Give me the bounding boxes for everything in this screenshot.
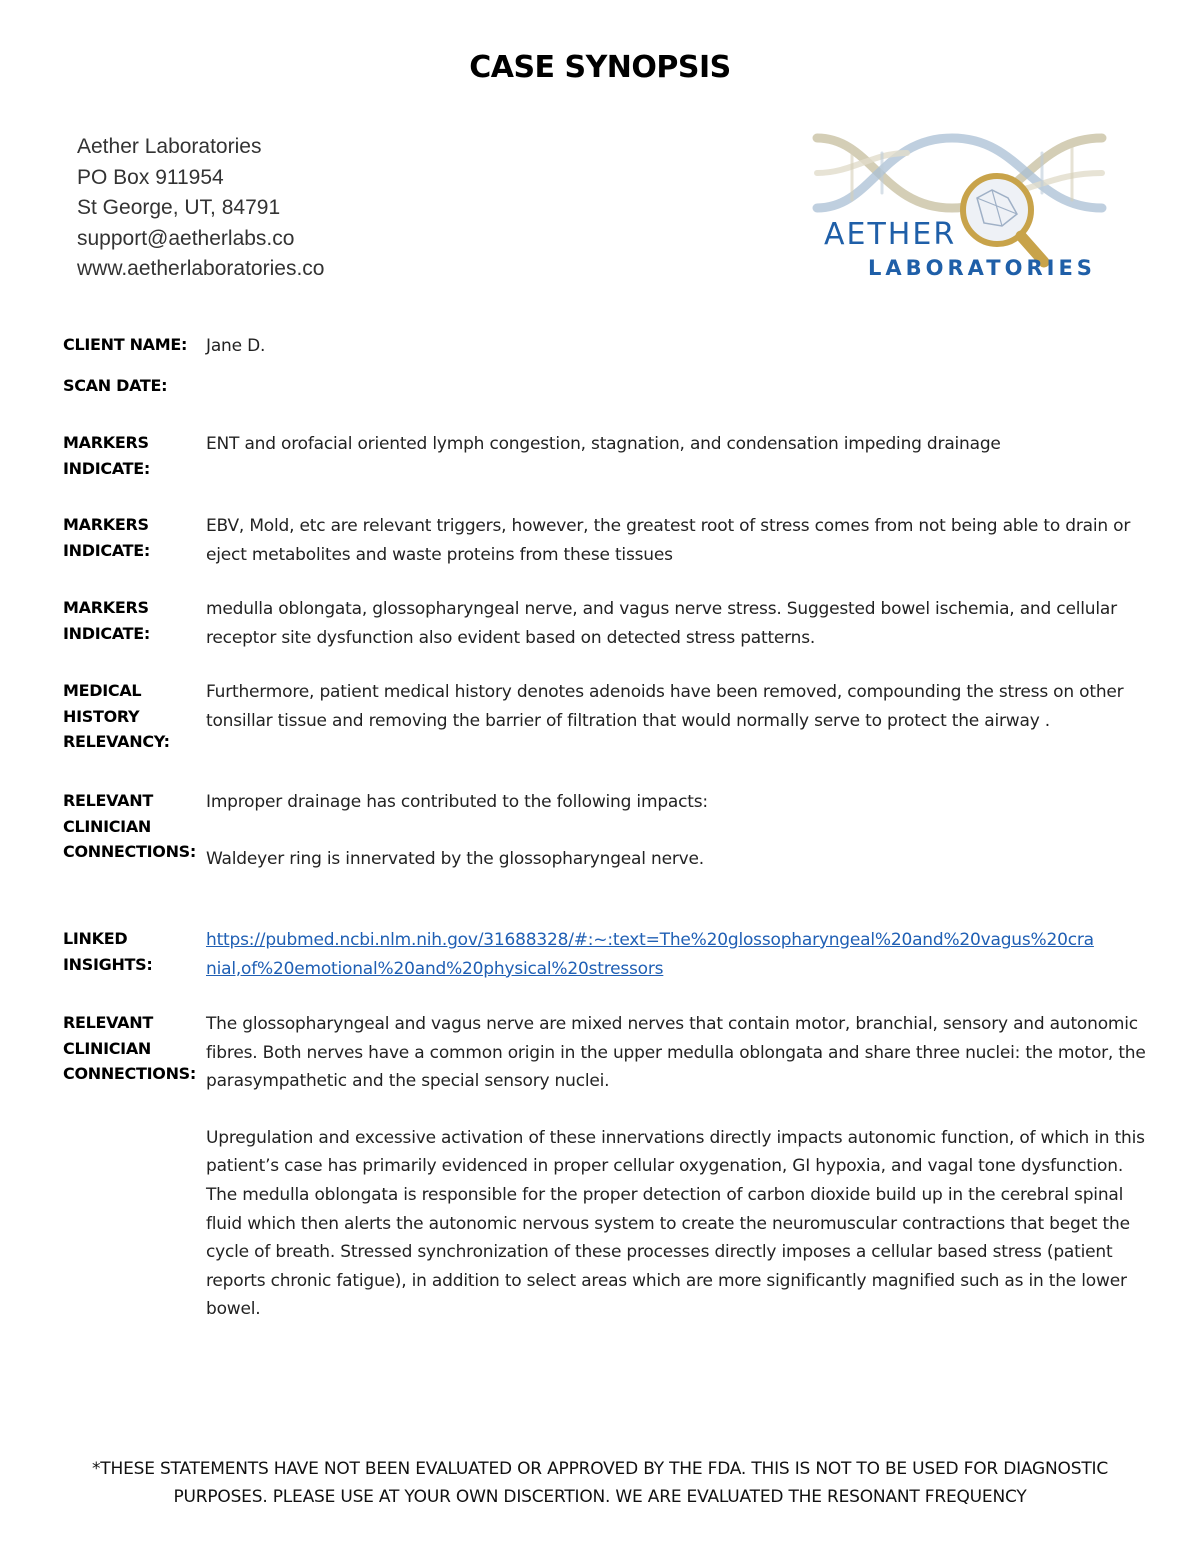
clinician-line-1: Improper drainage has contributed to the following impacts: <box>206 792 708 812</box>
medical-history-label: MEDICAL HISTORY RELEVANCY: <box>63 681 170 751</box>
dna-helix-icon <box>817 138 1102 208</box>
markers-value: EBV, Mold, etc are relevant triggers, however, the greatest root of stress comes from not being able to drain or eject metabolites and waste proteins from these tissues <box>206 516 1131 565</box>
client-name-label: CLIENT NAME: <box>63 335 188 354</box>
pubmed-link[interactable] <box>206 930 1094 979</box>
medical-history-value: Furthermore, patient medical history denotes adenoids have been removed, compounding the stress on other tonsillar tissue and removing the barrier of filtration that would normally serve to protect the airway . <box>206 682 1124 731</box>
company-address <box>77 132 324 285</box>
po-box: PO Box 911954 <box>77 165 224 189</box>
client-name-value: Jane D. <box>206 336 266 356</box>
markers-value: ENT and orofacial oriented lymph congestion, stagnation, and condensation impeding drainage <box>206 434 1001 454</box>
clinician-line-2: Waldeyer ring is innervated by the glossopharyngeal nerve. <box>206 848 704 869</box>
company-name: Aether Laboratories <box>77 135 262 158</box>
clinician-connections-value <box>206 788 1151 873</box>
clinician-connections-label: RELEVANT CLINICIAN CONNECTIONS: <box>63 1013 196 1083</box>
logo-text-laboratories: LABORATORIES <box>868 256 1096 280</box>
clinician-connections-label: RELEVANT CLINICIAN CONNECTIONS: <box>63 791 196 861</box>
pubmed-link-line-1: https://pubmed.ncbi.nlm.nih.gov/31688328/#:~:text=The%20glossopharyngeal%20and%20vagus%20cra <box>206 930 1094 950</box>
support-email: support@aetherlabs.co <box>77 226 295 250</box>
markers-label: MARKERS INDICATE: <box>63 515 151 560</box>
pubmed-link-line-2: nial,of%20emotional%20and%20physical%20stressors <box>206 958 664 979</box>
fda-disclaimer <box>40 1455 1160 1511</box>
website: www.aetherlaboratories.co <box>77 257 325 280</box>
page-title: CASE SYNOPSIS <box>469 50 731 85</box>
city-state-zip: St George, UT, 84791 <box>77 196 281 219</box>
disclaimer-line-1: *THESE STATEMENTS HAVE NOT BEEN EVALUATED OR APPROVED BY THE FDA. THIS IS NOT TO BE USED FOR DIAGNOSTIC <box>92 1459 1108 1479</box>
disclaimer-line-2: PURPOSES. PLEASE USE AT YOUR OWN DISCERTION. WE ARE EVALUATED THE RESONANT FREQUENCY <box>173 1487 1027 1507</box>
clinician-paragraph-1: The glossopharyngeal and vagus nerve are mixed nerves that contain motor, branchial, sensory and autonomic fibres. Both nerves have a common origin in the upper medulla oblongata and share three nuclei: the motor, the parasympathetic and the special sensory nuclei. <box>206 1014 1146 1092</box>
clinician-paragraph-2: Upregulation and excessive activation of these innervations directly impacts autonomic function, of which in this patient’s case has primarily evidenced in proper cellular oxygenation, GI hypoxia, and vagal tone dysfunction. The medulla oblongata is responsible for the proper detection of carbon dioxide build up in the cerebral spinal fluid which then alerts the autonomic nervous system to create the neuromuscular contractions that beget the cycle of breath. Stressed synchronization of these processes directly imposes a cellular based stress (patient reports chronic fatigue), in addition to select areas which are more significantly magnified such as in the lower bowel. <box>206 1127 1145 1320</box>
clinician-connections-value <box>206 1010 1151 1324</box>
aether-logo <box>812 128 1112 288</box>
scan-date-label: SCAN DATE: <box>63 376 168 395</box>
logo-text-aether: AETHER <box>824 217 957 252</box>
markers-label: MARKERS INDICATE: <box>63 598 151 643</box>
markers-label: MARKERS INDICATE: <box>63 433 151 478</box>
linked-insights-value <box>206 926 1151 983</box>
linked-insights-label: LINKED INSIGHTS: <box>63 929 153 974</box>
markers-value: medulla oblongata, glossopharyngeal nerve, and vagus nerve stress. Suggested bowel ischemia, and cellular receptor site dysfunction also evident based on detected stress patterns. <box>206 599 1117 648</box>
